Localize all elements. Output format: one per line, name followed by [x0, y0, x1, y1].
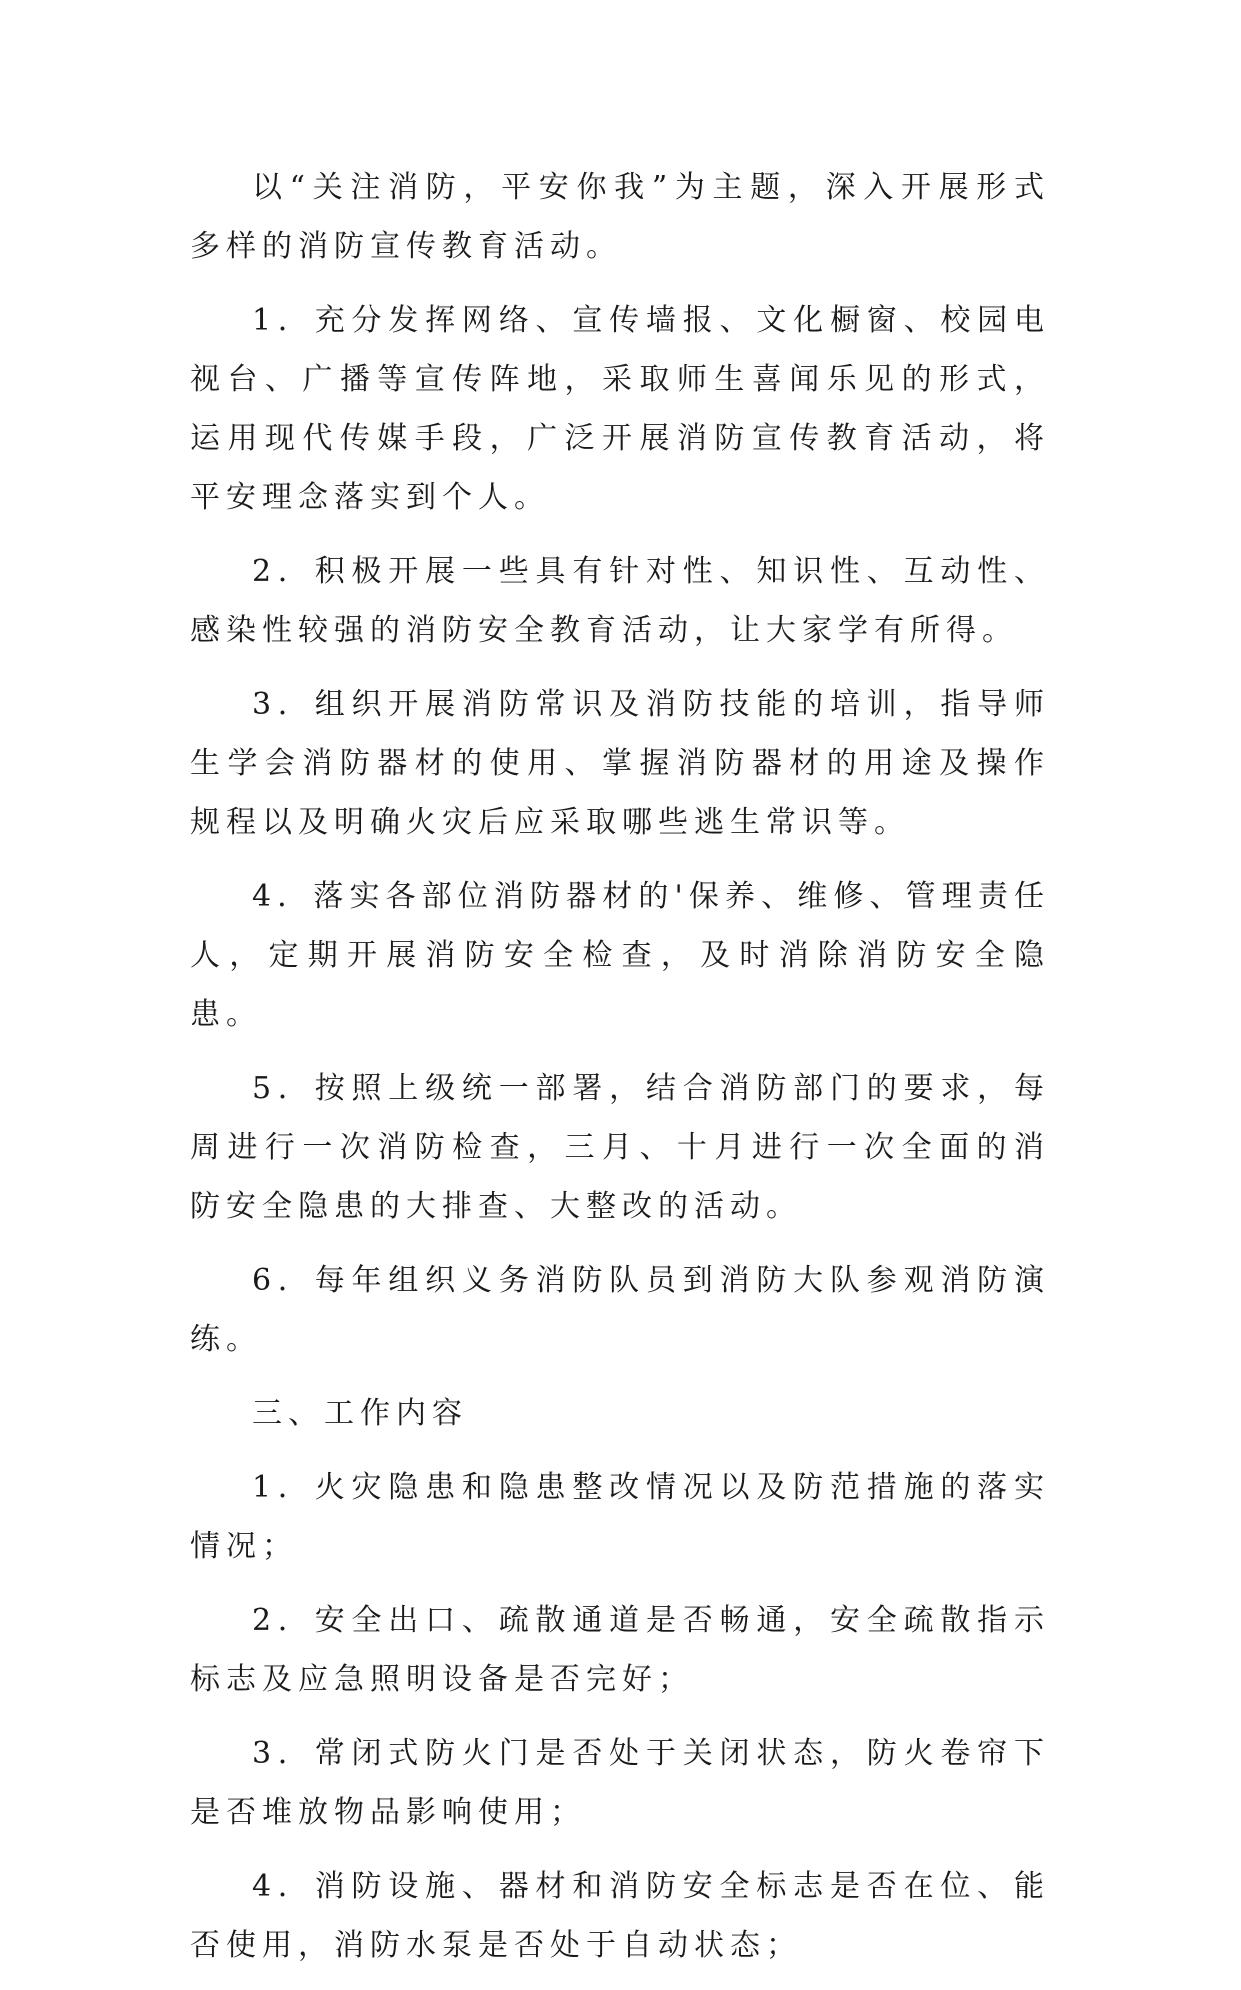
section-heading: 三、工作内容	[252, 1396, 468, 1431]
work-item-1: 1．火灾隐患和隐患整改情况以及防范措施的落实情况；	[190, 1470, 1050, 1564]
work-item-3: 3．常闭式防火门是否处于关闭状态，防火卷帘下是否堆放物品影响使用；	[190, 1736, 1050, 1830]
paragraph-theme: 以“关注消防，平安你我”为主题，深入开展形式多样的消防宣传教育活动。	[190, 170, 1050, 264]
paragraph-item-6: 6．每年组织义务消防队员到消防大队参观消防演练。	[190, 1263, 1050, 1357]
document-body	[190, 158, 1050, 1990]
paragraph-item-1: 1．充分发挥网络、宣传墙报、文化橱窗、校园电视台、广播等宣传阵地，采取师生喜闻乐见的形式，运用现代传媒手段，广泛开展消防宣传教育活动，将平安理念落实到个人。	[190, 303, 1050, 515]
paragraph-item-4: 4．落实各部位消防器材的'保养、维修、管理责任人，定期开展消防安全检查，及时消除消防安全隐患。	[190, 879, 1050, 1032]
paragraph-item-3: 3．组织开展消防常识及消防技能的培训，指导师生学会消防器材的使用、掌握消防器材的用途及操作规程以及明确火灾后应采取哪些逃生常识等。	[190, 687, 1050, 840]
work-item-2: 2．安全出口、疏散通道是否畅通，安全疏散指示标志及应急照明设备是否完好；	[190, 1603, 1050, 1697]
paragraph-item-5: 5．按照上级统一部署，结合消防部门的要求，每周进行一次消防检查，三月、十月进行一次全面的消防安全隐患的大排查、大整改的活动。	[190, 1071, 1050, 1224]
work-item-4: 4．消防设施、器材和消防安全标志是否在位、能否使用，消防水泵是否处于自动状态；	[190, 1869, 1050, 1963]
paragraph-item-2: 2．积极开展一些具有针对性、知识性、互动性、感染性较强的消防安全教育活动，让大家学有所得。	[190, 554, 1050, 648]
